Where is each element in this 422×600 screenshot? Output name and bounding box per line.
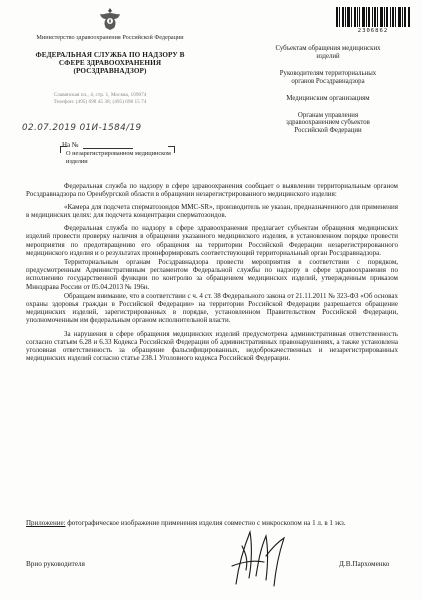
emblem-icon — [98, 6, 122, 32]
address-line: Телефон: (495) 698 45 38; (495) 698 15 74 — [53, 98, 147, 105]
body-paragraph: За нарушения в сфере обращения медицинских изделий предусмотрена административная ответственность согласно статьям 6.28 и 6.33 Кодекса Российской Федерации об административных правонарушениях, а также установлена уголовная ответственность за обращение фальсифицированных, недоброкачественных и незарегистрированных медицинских изделий согласно статье 238.1 Уголовного кодекса Российской Федерации. — [26, 329, 398, 362]
letter-body — [26, 182, 398, 363]
reference-number-label: На № — [62, 141, 79, 149]
agency-name: ФЕДЕРАЛЬНАЯ СЛУЖБА ПО НАДЗОРУ В СФЕРЕ ЗДРАВООХРАНЕНИЯ (РОСЗДРАВНАДЗОР) — [35, 51, 185, 76]
signature-icon — [222, 526, 292, 590]
body-paragraph: Территориальным органам Росздравнадзора провести мероприятия в соответствии с порядком, предусмотренным Административным регламентом Федеральной службы по надзору в сфере здравоохранения по исполнению государственной функции по контролю за обращением медицинских изделий, утвержденным приказом Минздрава России от 05.04.2013 № 196н. — [26, 258, 398, 291]
attachment-note — [26, 519, 398, 527]
recipient: Органам управления здравоохранением субъектов Российской Федерации — [286, 111, 370, 135]
address-line: Славянская пл., 4, стр. 1, Москва, 109074 — [53, 92, 147, 98]
body-paragraph: Обращаем внимание, что в соответствии с ч. 4 ст. 38 Федерального закона от 21.11.2011 № 323-ФЗ «Об основах охраны здоровья граждан в Российской Федерации» на территории Российской Федерации разрешается обращение медицинских изделий, зарегистрированных в порядке, установленном Правительством Российской Федерации, уполномоченным им федеральным органом исполнительной власти. — [26, 292, 398, 325]
recipients-block — [272, 45, 384, 144]
signer-position: Врио руководителя — [26, 560, 85, 568]
body-paragraph: Федеральная служба по надзору в сфере здравоохранения предлагает субъектам обращения медицинских изделий провести проверку наличия в обращении указанного медицинского изделия, в установленном порядке провести мероприятия по предотвращению его обращения на территории Российской Федерации незарегистрированного медицинского изделия и о результатах проинформировать соответствующий территориальный орган Росздравнадзора. — [26, 224, 398, 257]
reference-number-line — [83, 140, 133, 149]
barcode-icon — [336, 7, 410, 27]
attachment-text: фотографическое изображение применения изделия совместно с микроскопом на 1 л. в 1 экз. — [67, 519, 346, 527]
agency-address — [40, 92, 160, 105]
reference-number-field — [62, 140, 133, 149]
recipient: Руководителям территориальных органов Росздравнадзора — [279, 69, 377, 85]
attachment-label: Приложение: — [26, 519, 66, 527]
recipient: Медицинским организациям — [286, 94, 370, 102]
letter-subject: О незарегистрированном медицинском изделии — [66, 150, 171, 165]
barcode-number: 2306862 — [357, 28, 389, 34]
body-paragraph: Федеральная служба по надзору в сфере здравоохранения сообщает о выявлении территориальным органом Росздравнадзора по Оренбургской области в обращении незарегистрированного медицинского изделия: — [26, 182, 398, 199]
recipient: Субъектам обращения медицинских изделий — [275, 45, 381, 60]
handwritten-date-number: 02.07.2019 01И-1584/19 — [22, 123, 142, 133]
ministry-name: Министерство здравоохранения Российской Федерации — [36, 34, 184, 41]
signer-name: Д.В.Пархоменко — [339, 560, 390, 568]
body-paragraph: «Камера для подсчета сперматозоидов MMC-SR», производитель не указан, предназначенного для применения в медицинских целях: для подсчета концентрации сперматозоидов. — [26, 203, 398, 220]
